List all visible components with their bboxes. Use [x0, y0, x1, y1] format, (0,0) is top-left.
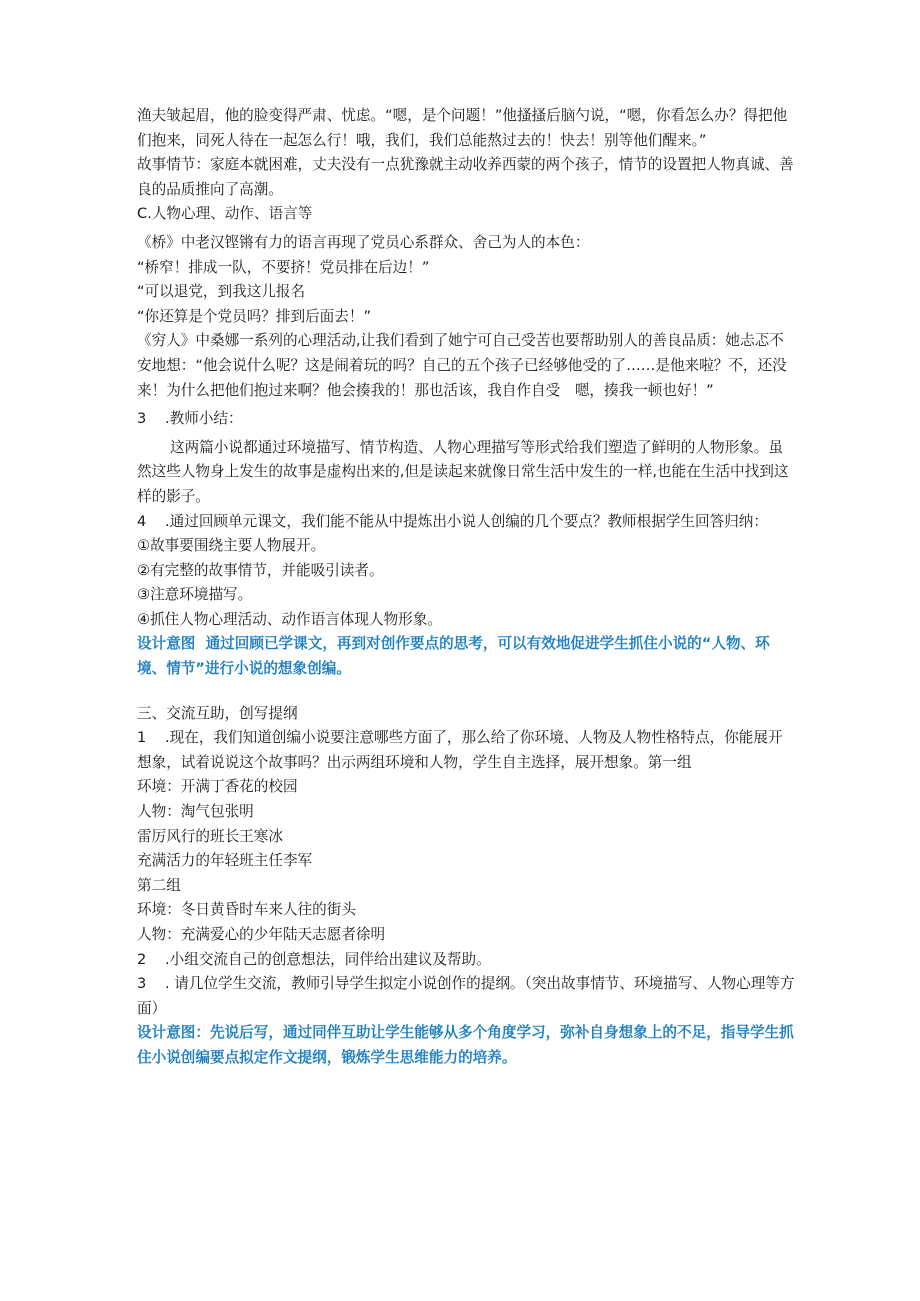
section-review	[137, 510, 797, 535]
paragraph-fisherman-dialogue: 渔夫皱起眉，他的脸变得严肃、忧虑。“嗯，是个问题！”他搔搔后脑勺说，“嗯，你看怎么办？得把他们抱来，同死人待在一起怎么行！哦，我们，我们总能熬过去的！快去！别等他们醒来。”	[137, 107, 788, 149]
paragraph-poor-people: 《穷人》中桑娜一系列的心理活动,让我们看到了她宁可自己受苦也要帮助别人的善良品质：她忐忑不安地想：“他会说什么呢？这是闹着玩的吗？自己的五个孩子已经够他受的了……是他来啦？不，还没来！为什么把他们抱过来啊？他会揍我的！那也活该，我自作自受 嗯，揍我一顿也好！”	[137, 332, 787, 399]
task-2	[137, 948, 797, 973]
design-intent-2: 设计意图：先说后写，通过同伴互助让学生能够从多个角度学习，弥补自身想象上的不足，指导学生抓住小说创编要点拟定作文提纲，锻炼学生思维能力的培养。	[137, 1024, 794, 1066]
list-number: 3	[137, 975, 147, 993]
group-2-environment: 环境：冬日黄昏时车来人往的街头	[137, 901, 356, 919]
design-intent-1	[137, 632, 797, 681]
task-1	[137, 726, 797, 775]
point-2: ②有完整的故事情节，并能吸引读者。	[137, 561, 384, 579]
group-2-heading: 第二组	[137, 876, 181, 894]
quote-bridge-3: “你还算是个党员吗？排到后面去！”	[137, 307, 372, 325]
list-text: .教师小结：	[165, 410, 243, 428]
list-text: .现在，我们知道创编小说要注意哪些方面了，那么给了你环境、人物及人物性格特点，你能展开想象，试着说说这个故事吗？出示两组环境和人物，学生自主选择，展开想象。第一组	[137, 729, 783, 771]
list-number: 4	[137, 512, 147, 530]
paragraph-plot-analysis: 故事情节：家庭本就困难，丈夫没有一点犹豫就主动收养西蒙的两个孩子，情节的设置把人物真诚、善良的品质推向了高潮。	[137, 156, 794, 198]
list-text: . 请几位学生交流，教师引导学生拟定小说创作的提纲。（突出故事情节、环境描写、人物心理等方面）	[137, 975, 795, 1017]
design-intent-label: 设计意图	[137, 635, 196, 653]
list-number: 2	[137, 950, 147, 968]
task-3	[137, 972, 797, 1021]
list-number: 3	[137, 410, 147, 428]
point-1: ①故事要围绕主要人物展开。	[137, 537, 326, 555]
list-text: .通过回顾单元课文，我们能不能从中提炼出小说人创编的几个要点？教师根据学生回答归纳：	[165, 512, 768, 530]
group-1-environment: 环境：开满丁香花的校园	[137, 778, 298, 796]
quote-bridge-1: “桥窄！排成一队，不要挤！党员排在后边！”	[137, 258, 430, 276]
design-intent-text: 通过回顾已学课文，再到对创作要点的思考，可以有效地促进学生抓住小说的“人物、环境、情节”进行小说的想象创编。	[137, 635, 770, 678]
group-1-person-2: 雷厉风行的班长王寒冰	[137, 827, 283, 845]
quote-bridge-2: “可以退党，到我这儿报名	[137, 283, 306, 301]
paragraph-bridge-intro: 《桥》中老汉铿锵有力的语言再现了党员心系群众、舍己为人的本色：	[137, 233, 590, 251]
list-text: .小组交流自己的创意想法，同伴给出建议及帮助。	[165, 950, 491, 968]
point-4: ④抓住人物心理活动、动作语言体现人物形象。	[137, 610, 442, 628]
group-1-person-1: 人物：淘气包张明	[137, 803, 254, 821]
section-teacher-summary	[137, 407, 797, 432]
list-number: 1	[137, 729, 147, 747]
group-1-person-3: 充满活力的年轻班主任李军	[137, 852, 313, 870]
group-2-person-1: 人物：充满爱心的少年陆天志愿者徐明	[137, 926, 386, 943]
section-heading-3: 三、交流互助，创写提纲	[137, 704, 298, 722]
subheading-character: C.人物心理、动作、语言等	[137, 205, 313, 223]
point-3: ③注意环境描写。	[137, 586, 253, 604]
paragraph-summary: 这两篇小说都通过环境描写、情节构造、人物心理描写等形式给我们塑造了鲜明的人物形象。虽然这些人物身上发生的故事是虚构出来的,但是读起来就像日常生活中发生的一样,也能在生活中找到这样的影子。	[137, 438, 789, 505]
document-body	[137, 104, 797, 1071]
